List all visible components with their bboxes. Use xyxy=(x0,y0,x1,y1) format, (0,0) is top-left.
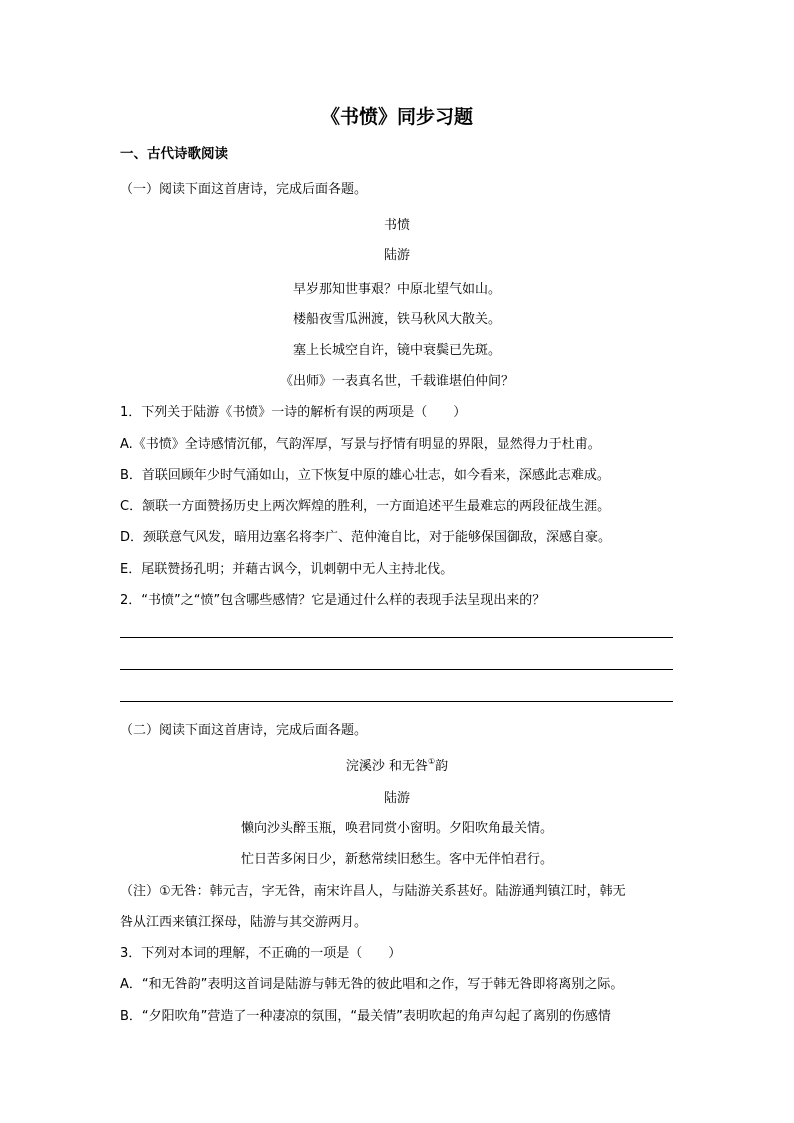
question-1-option-c: C．颔联一方面赞扬历史上两次辉煌的胜利，一方面追述平生最难忘的两段征战生涯。 xyxy=(120,499,611,514)
answer-line[interactable] xyxy=(120,669,673,670)
footnote-line: （注）①无咎：韩元吉，字无咎，南宋许昌人，与陆游关系甚好。陆游通判镇江时，韩无 xyxy=(120,884,626,899)
question-3-stem: 3．下列对本词的理解，不正确的一项是（ ） xyxy=(120,946,402,961)
question-1-option-b: B．首联回顾年少时气涌如山，立下恢复中原的雄心壮志，如今看来，深感此志难成。 xyxy=(120,468,610,483)
poem1-line: 早岁那知世事艰？中原北望气如山。 xyxy=(292,282,501,297)
question-3-option-a: A．“和无咎韵”表明这首词是陆游与韩无咎的彼此唱和之作，写于韩无咎即将离别之际。 xyxy=(120,977,624,992)
poem2-title-main: 浣溪沙 和无咎 xyxy=(345,759,428,774)
poem1-line: 《出师》一表真名世，千载谁堪伯仲间？ xyxy=(279,374,514,389)
poem2-title xyxy=(0,757,794,777)
poem2-title-end: 韵 xyxy=(435,759,449,774)
footnote-marker: ① xyxy=(427,757,436,766)
question-1-option-d: D．颈联意气风发，暗用边塞名将李广、范仲淹自比，对于能够保国御敌，深感自豪。 xyxy=(120,530,612,545)
poem2-author: 陆游 xyxy=(383,791,410,806)
answer-line[interactable] xyxy=(120,637,673,638)
question-2-stem: 2．“书愤”之“愤”包含哪些感情？它是通过什么样的表现手法呈现出来的？ xyxy=(120,593,546,608)
section-heading: 一、古代诗歌阅读 xyxy=(120,146,228,162)
part2-intro: （二）阅读下面这首唐诗，完成后面各题。 xyxy=(120,723,368,738)
poem1-line: 楼船夜雪瓜洲渡，铁马秋风大散关。 xyxy=(292,312,501,327)
part1-intro: （一）阅读下面这首唐诗，完成后面各题。 xyxy=(120,182,368,197)
question-3-option-b: B．“夕阳吹角”营造了一种凄凉的氛围，“最关情”表明吹起的角声勾起了离别的伤感情 xyxy=(120,1009,611,1024)
page-title: 《书愤》同步习题 xyxy=(320,106,473,128)
question-1-option-e: E．尾联赞扬孔明；并藉古讽今，讥刺朝中无人主持北伐。 xyxy=(120,562,454,577)
poem2-line: 忙日苦多闲日少，新愁常续旧愁生。客中无伴怕君行。 xyxy=(240,852,553,867)
poem1-title: 书愤 xyxy=(383,218,410,233)
footnote-line: 咎从江西来镇江探母，陆游与其交游两月。 xyxy=(120,915,368,930)
poem1-line: 塞上长城空自许，镜中衰鬓已先斑。 xyxy=(292,343,501,358)
question-1-stem: 1．下列关于陆游《书愤》一诗的解析有误的两项是（ ） xyxy=(120,405,467,420)
poem2-line: 懒向沙头醉玉瓶，唤君同赏小窗明。夕阳吹角最关情。 xyxy=(240,821,553,836)
question-1-option-a: A.《书愤》全诗感情沉郁，气韵浑厚，写景与抒情有明显的界限，显然得力于杜甫。 xyxy=(120,437,601,452)
poem1-author: 陆游 xyxy=(383,248,410,263)
answer-line[interactable] xyxy=(120,701,673,702)
